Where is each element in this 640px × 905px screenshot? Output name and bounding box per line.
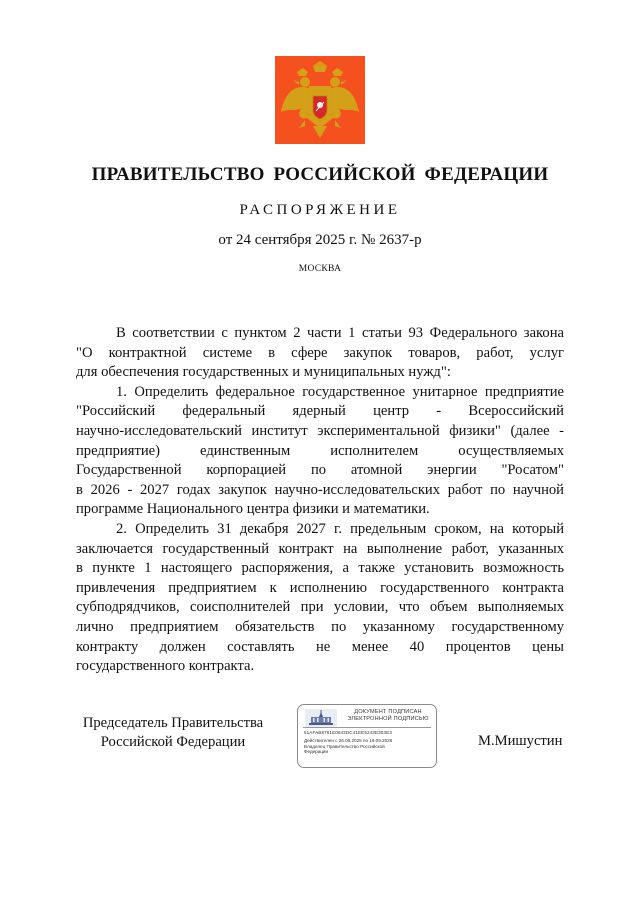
body-text-line: лично предприятием обязательств по указанному государственному [76,618,564,635]
stamp-valid-period: Действителен с 26.06.2025 по 19.09.2026 [304,738,393,743]
stamp-owner-line2: Федерации [304,749,329,755]
body-text-line: "Российский федеральный ядерный центр - Всероссийский [76,403,564,420]
body-text-line: заключается государственный контракт на выполнение работ, указанных [76,540,564,557]
body-text-line: привлечения предприятием к исполнению государственного контракта [76,579,564,596]
stamp-owner-line1: Владелец Правительство Российской [304,743,385,749]
body-text-line: государственного контракта. [76,658,255,675]
body-text-line: 2. Определить 31 декабря 2027 г. предельным сроком, на который [116,520,564,537]
body-text-line: 1. Определить федеральное государственное унитарное предприятие [116,383,564,400]
document-body [76,324,564,677]
russian-coat-of-arms-icon [275,56,365,144]
stamp-title-line2: ЭЛЕКТРОННОЙ ПОДПИСЬЮ [347,715,429,722]
body-text-line: в 2026 - 2027 годах закупок научно-исследовательских работ по научной [76,481,564,498]
body-text-line: Государственной корпорацией по атомной энергии "Росатом" [76,462,564,479]
stamp-divider [303,727,431,728]
body-text-line: предприятие) единственным исполнителем осуществляемых [76,442,564,459]
document-type: РАСПОРЯЖЕНИЕ [239,202,401,218]
electronic-signature-stamp [297,704,437,768]
stamp-validity [304,738,432,755]
body-text-line: "О контрактной системе в сфере закупок товаров, работ, услуг [76,344,564,361]
government-title: ПРАВИТЕЛЬСТВО РОССИЙСКОЙ ФЕДЕРАЦИИ [91,164,549,185]
body-text-line: в пункте 1 настоящего распоряжения, а также установить возможность [76,560,564,577]
body-text-line: субподрядчиков, соисполнителей при условии, что объем выполняемых [76,599,564,616]
stamp-title [342,709,434,722]
signatory-position-line2: Российской Федерации [100,734,246,750]
body-text-line: программе Национального центра физики и математики. [76,501,430,518]
document-city: МОСКВА [298,264,342,274]
body-text-line: В соответствии с пунктом 2 части 1 статьи 93 Федерального закона [116,325,564,341]
stamp-certificate-serial: 51AFAB8761E0642DC41EE5243E303E3 [304,730,392,735]
stamp-title-line1: ДОКУМЕНТ ПОДПИСАН [354,709,422,715]
body-text-line: для обеспечения государственных и муниципальных нужд": [76,364,451,381]
body-text-line: контракту должен составлять не менее 40 процентов цены [76,638,564,655]
signatory-position-line1: Председатель Правительства [82,715,264,731]
signatory-name: М.Мишустин [478,733,563,749]
government-building-icon [305,709,337,727]
document-date-number: от 24 сентября 2025 г. № 2637-р [218,232,422,248]
body-text-line: научно-исследовательский институт экспериментальной физики" (далее - [76,422,564,439]
signatory-position [78,714,268,752]
